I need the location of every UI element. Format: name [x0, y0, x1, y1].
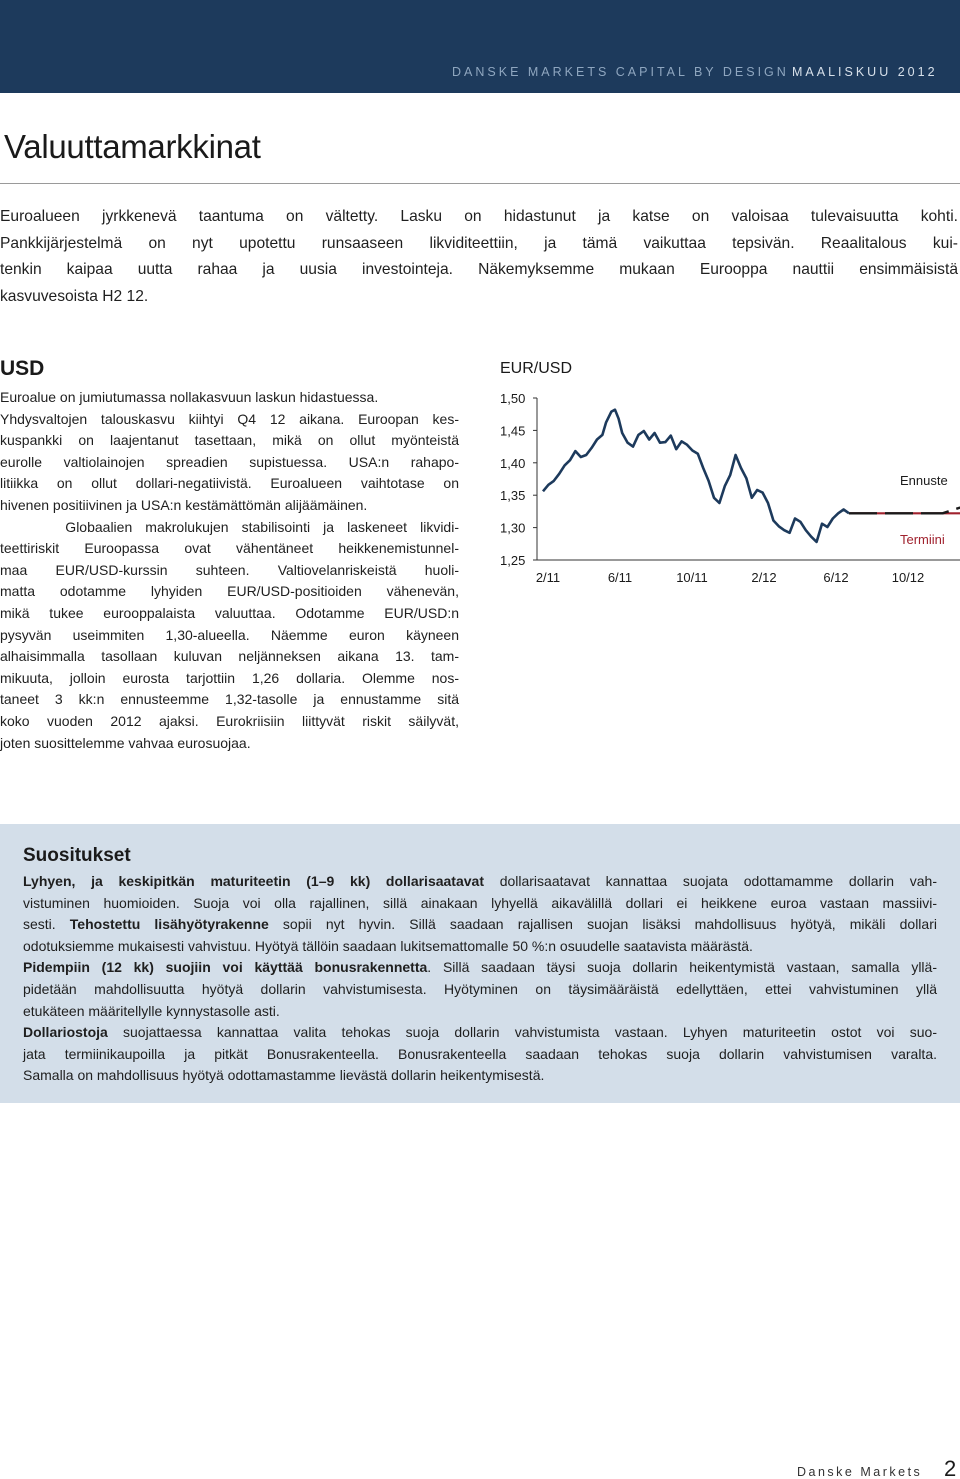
body-line: taneet 3 kk:n ennusteemme 1,32-tasolle ja ennustamme sitä [0, 691, 459, 708]
header-bar [0, 0, 960, 93]
recommendation-line [23, 979, 937, 1001]
usd-body-text [0, 387, 459, 754]
eurusd-chart [495, 380, 960, 590]
body-line: matta odotamme lyhyiden EUR/USD-positioiden vähenevän, [0, 583, 459, 600]
annotation-ennuste: Ennuste [900, 473, 948, 488]
intro-line: Euroalueen jyrkkenevä taantuma on vältetty. Lasku on hidastunut ja katse on valoisaa tulevaisuutta kohti. [0, 208, 958, 225]
body-line: mikä tukee eurooppalaista valuuttaa. Odotamme EUR/USD:n [0, 604, 459, 621]
x-tick-label: 6/12 [823, 570, 849, 585]
y-tick-label: 1,45 [500, 423, 526, 439]
recommendation-line [23, 871, 937, 893]
intro-line: tenkin kaipaa uutta rahaa ja uusia investointeja. Näkemyksemme mukaan Eurooppa nauttii ensimmäisistä [0, 261, 958, 278]
recommendations-body [23, 871, 937, 1087]
recommendation-emphasis: Dollariostoja [23, 1024, 108, 1041]
page-title: Valuuttamarkkinat [4, 128, 261, 165]
x-tick-label: 2/12 [751, 570, 777, 585]
body-line: koko vuoden 2012 ajaksi. Eurokriisiin liittyvät riskit säilyvät, [0, 712, 459, 729]
y-tick-label: 1,25 [500, 553, 526, 568]
section-heading-usd: USD [0, 357, 45, 380]
intro-line: kasvuvesoista H2 12. [0, 287, 149, 305]
page-number: 2 [944, 1456, 957, 1479]
x-tick-label: 6/11 [607, 570, 633, 585]
recommendation-text: dollarisaatavat kannattaa suojata odottamamme dollarin vah- [483, 873, 937, 889]
body-line: Globaalien makrolukujen stabilisointi ja laskeneet likvidi- [0, 518, 459, 535]
y-tick-label: 1,50 [500, 391, 526, 406]
body-line: pysyvän useimmiten 1,30-alueella. Näemme euron käyneen [0, 626, 459, 643]
recommendation-line [23, 1044, 937, 1066]
y-tick-label: 1,35 [500, 488, 526, 504]
title-divider [0, 183, 960, 184]
recommendation-line [23, 1001, 937, 1023]
body-line: maa EUR/USD-kurssin suhteen. Valtiovelanriskeistä huoli- [0, 561, 459, 578]
recommendation-line [23, 957, 937, 979]
body-line: eurolle valtiolainojen spreadien supistuessa. USA:n rahapo- [0, 453, 459, 470]
recommendation-text: etukäteen määritellylle kynnystasolle asti. [23, 1002, 280, 1019]
y-tick-label: 1,30 [500, 520, 526, 536]
body-line: hivenen positiivinen ja USA:n kestämättömän alijäämäinen. [0, 496, 368, 513]
recommendation-line [23, 1065, 937, 1087]
chart-title: EUR/USD [500, 360, 573, 377]
recommendation-text: Samalla on mahdollisuus hyötyä odottamastamme lievästä dollarin heikentymisestä. [23, 1067, 545, 1084]
intro-line: Pankkijärjestelmä on nyt upotettu runsaaseen likviditeettiin, ja tämä vaikuttaa tepsivän. Reaalitalous kui- [0, 234, 958, 252]
x-tick-label: 2/11 [535, 570, 561, 585]
eurusd-series-line [543, 410, 849, 542]
header-brand-tagline: DANSKE MARKETS CAPITAL BY DESIGN [452, 65, 789, 79]
body-line: joten suosittelemme vahvaa eurosuojaa. [0, 734, 251, 751]
recommendation-emphasis: Lyhyen, ja keskipitkän maturiteetin (1–9 kk) dollarisaatavat [23, 873, 484, 889]
forecast-dashed-line [849, 493, 960, 514]
recommendation-text: pidetään mahdollisuutta hyötyä dollarin vahvistumisesta. Hyötyminen on täysimääräistä edellyttäen, ettei vahvistuminen yllä [23, 980, 937, 997]
x-tick-label: 10/11 [676, 570, 708, 585]
recommendation-text: jata termiinikaupoilla ja pitkät Bonusrakenteella. Bonusrakenteella saadaan tehokas suoja dollarin vahvistumisen varalta. [23, 1045, 937, 1062]
y-tick-label: 1,40 [500, 455, 526, 471]
recommendation-text: sesti. [23, 916, 70, 933]
recommendations-title: Suositukset [23, 845, 131, 866]
body-line: teettiriskit Euroopassa ovat vähentäneet heikkenemistunnel- [0, 540, 459, 557]
annotation-termiini: Termiini [900, 532, 945, 547]
recommendation-emphasis: Pidempiin (12 kk) suojiin voi käyttää bonusrakennetta [23, 959, 428, 976]
body-line: Euroalue on jumiutumassa nollakasvuun laskun hidastuessa. [0, 389, 379, 405]
footer-brand: Danske Markets [797, 1465, 923, 1479]
body-line: kuspankki on laajentanut tasettaan, mikä on ollut myönteistä [0, 432, 459, 449]
body-line: litiikka on ollut dollari-negatiivistä. Euroalueen vaihtotase on [0, 475, 459, 492]
recommendation-text: sopii nyt hyvin. Sillä saadaan rajallisen suojan lisäksi mahdollisuus hyötyä, mikäli dollari [268, 916, 937, 933]
body-line: Yhdysvaltojen talouskasvu kiihtyi Q4 12 aikana. Euroopan kes- [0, 410, 459, 427]
recommendation-text: suojattaessa kannattaa valita tehokas suoja dollarin vahvistumista vastaan. Lyhyen maturiteetin ostot voi suo- [107, 1024, 937, 1041]
header-date: MAALISKUU 2012 [792, 65, 938, 79]
recommendation-text: odotuksiemme mukaisesti vahvistuu. Hyötyä tällöin saadaan lukitsemattomalle 50 %:n osuudelle saatavista määrästä. [23, 937, 753, 954]
intro-paragraph [0, 204, 958, 310]
recommendation-line [23, 936, 937, 958]
body-line: mikuuta, jolloin eurosta tarjottiin 1,26 dollaria. Olemme nos- [0, 669, 459, 686]
recommendation-line [23, 893, 937, 915]
recommendation-text: vistuminen huomioiden. Suoja voi olla rajallinen, sillä ainakaan lyhyellä aikavälillä dollari ei heikkene euroa vastaan massiivi- [23, 894, 937, 911]
recommendation-line [23, 914, 937, 936]
body-line: alhaisimmalla tasollaan kuluvan neljänneksen aikana 13. tam- [0, 648, 459, 665]
x-tick-label: 10/12 [891, 570, 925, 585]
recommendation-text: . Sillä saadaan täysi suoja dollarin heikentymistä vastaan, samalla yllä- [427, 959, 937, 976]
recommendation-emphasis: Tehostettu lisähyötyrakenne [69, 916, 269, 933]
recommendation-line [23, 1022, 937, 1044]
